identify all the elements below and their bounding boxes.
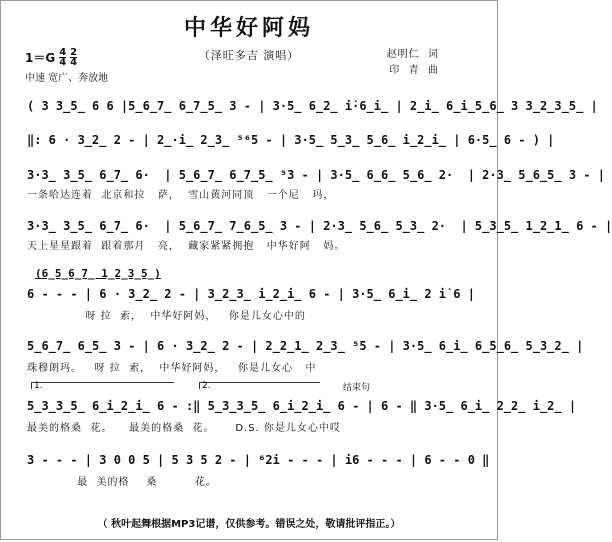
notation-line: ‖: 6 · 3̲2̲ 2 - | 2̲·i̲ 2̲3̲ ⁵⁶5 - | 3·5̲ 5̲3̲ 5̲6̲ i̲2̲i̲ | 6·5̲ 6 - ) |: [27, 133, 555, 147]
song-title: 中华好阿妈: [183, 15, 314, 41]
transcription-note: （ 秋叶起舞根据MP3记谱，仅供参考。错误之处，敬请批评指正。）: [97, 519, 401, 530]
credits: [387, 47, 439, 79]
lyric-line: 最美的格桑 花。 最美的格桑 花。 D.S. 你是儿女心中哎: [27, 423, 341, 434]
key-signature: 1＝G: [25, 51, 56, 65]
tempo-marking: 中速 宽广、奔放地: [25, 73, 109, 84]
time-signature-a: $\frac{4}{4}$: [59, 47, 67, 68]
coda-label: 结束句: [343, 380, 370, 393]
lyricist-credit: 赵明仁 词: [386, 49, 439, 60]
performer-credit: （泽旺多吉 演唱）: [198, 49, 300, 62]
second-ending-bracket: 2.: [199, 382, 320, 389]
time-signature-b: $\frac{2}{4}$: [70, 47, 78, 68]
composer-credit: 印 青 曲: [389, 65, 439, 76]
notation-line: 3·3̲ 3̲5̲ 6̲7̲ 6· | 5̲6̲7̲ 6̲7̲5̲ ⁵3 - | 3·5̲ 6̲6̲ 5̲6̲ 2· | 2·3̲ 5̲6̲5̲ 3 - |: [27, 168, 605, 182]
lyric-line: 天上星星跟着 跟着那月 亮， 藏家紧紧拥抱 中华好阿 妈。: [27, 241, 346, 252]
notation-line: 3·3̲ 3̲5̲ 6̲7̲ 6· | 5̲6̲7̲ 7̲6̲5̲ 3 - | 2·3̲ 5̲6̲ 5̲3̲ 2· | 5̲3̲5̲ 1̲2̲1̲ 6 - |: [27, 219, 612, 233]
key-and-time-signature: [25, 48, 77, 67]
notation-line: 6 - - - | 6 · 3̲2̲ 2 - | 3̲2̲3̲ i̲2̲i̲ 6 - | 3·5̲ 6̲i̲ 2 i̇ 6 |: [27, 287, 475, 301]
notation-line: ( 3 3̲5̲ 6 6 |5̲6̲7̲ 6̲7̲5̲ 3 - | 3·5̲ 6̲2̲ i̇·6̲i̲ | 2̲i̲ 6̲i̲5̲6̲ 3 3̲2̲3̲5̲ |: [27, 99, 598, 113]
intro-phrase: (6̲5̲6̲7̲ 1̲2̲3̲5̲): [35, 267, 161, 280]
notation-line: 3 - - - | 3 0 0 5 | 5 3 5 2 - | ⁶2i - - - | i6 - - - | 6 - - 0 ‖: [27, 453, 490, 467]
lyric-line: 最 美的格 桑 花。: [27, 477, 217, 488]
lyric-line: 一条哈达连着 北京和拉 萨， 雪山黄河同顶 一个尼 玛，: [27, 190, 335, 201]
first-ending-bracket: 1.: [31, 382, 174, 389]
lyric-line: 珠穆朗玛。 呀 拉 索， 中华好阿妈， 你是儿女心 中: [27, 363, 317, 374]
lyric-line: 呀 拉 索， 中华好阿妈， 你是儿女心中的: [27, 311, 306, 322]
notation-line: 5̲3̲3̲5̲ 6̲i̲2̲i̲ 6 - :‖ 5̲3̲3̲5̲ 6̲i̲2̲i̲ 6 - | 6 - ‖ 3·5̲ 6̲i̲ 2̲2̲ i̲2̲ |: [27, 399, 577, 413]
notation-line: 5̲6̲7̲ 6̲5̲ 3 - | 6 · 3̲2̲ 2 - | 2̲2̲1̲ 2̲3̲ ⁵5 - | 3·5̲ 6̲i̲ 6̲5̲6̲ 5̲3̲2̲ |: [27, 339, 584, 353]
